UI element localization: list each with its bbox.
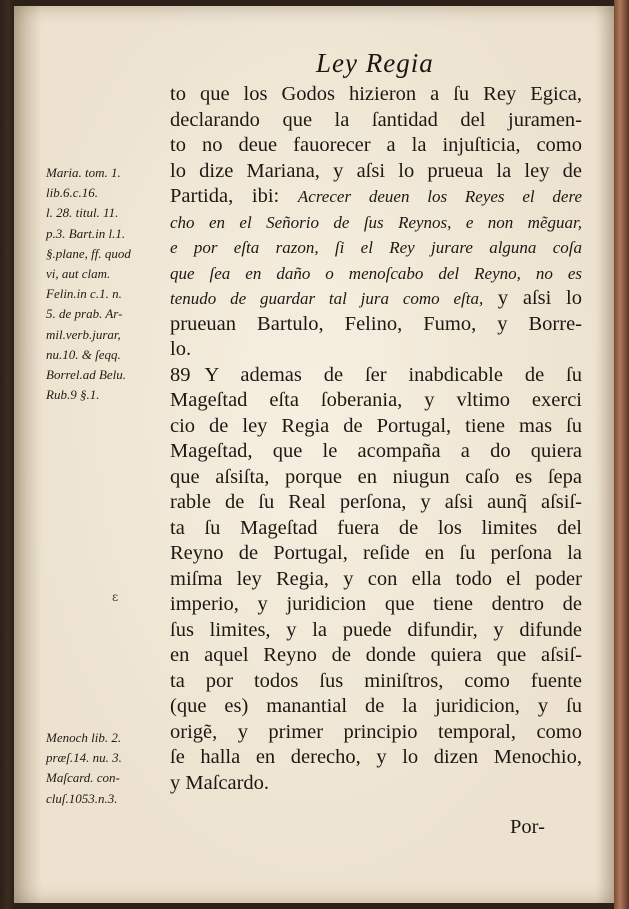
text-segment: declarando que la ſantidad del juramen- [170, 108, 582, 131]
margin-note-line: mil.verb.jurar, [46, 326, 121, 342]
margin-note-line: Rub.9 §.1. [46, 387, 100, 403]
book-edge [614, 0, 629, 909]
text-segment: rable de ſu Real perſona, y aſsi aunq̃ aſsiſ- [170, 491, 582, 513]
text-line [170, 567, 582, 593]
text-line [170, 516, 582, 542]
text-segment: (que es) manantial de la juridicion, y ſu [170, 695, 582, 717]
text-segment: ta por todos ſus miniſtros, como fuente [170, 669, 582, 692]
margin-note-citations-2 [46, 728, 174, 809]
text-segment: cio de ley Regia de Portugal, tiene mas ſu [170, 414, 582, 437]
text-segment: Partida, ibi: [170, 185, 298, 207]
text-segment: Y ademas de ſer inabdicable de ſu [204, 363, 582, 386]
text-segment: en aquel Reyno de donde quiera que aſsiſ- [170, 644, 582, 666]
text-line [170, 388, 582, 414]
text-segment: ſe halla en derecho, y lo dizen Menochio, [170, 746, 582, 768]
margin-note-line: Maria. tom. 1. [46, 165, 121, 180]
margin-note-line: §.plane, ff. quod [46, 245, 131, 261]
text-segment: ta ſu Mageſtad fuera de los limites del [170, 516, 582, 539]
text-segment: origẽ, y primer principio temporal, como [170, 720, 582, 743]
text-line [170, 490, 582, 516]
text-line [170, 541, 582, 567]
text-line [170, 312, 582, 338]
text-line [170, 184, 582, 210]
text-line [170, 133, 582, 159]
text-line [170, 363, 582, 389]
text-line [170, 669, 582, 695]
text-line [170, 745, 582, 771]
text-segment: miſma ley Regia, y con ella todo el poder [170, 567, 582, 590]
text-line [170, 720, 582, 746]
text-segment: cho en el Señorio de ſus Reynos, e non mẽguar, [170, 212, 582, 232]
margin-note-line: Felin.in c.1. n. [46, 286, 122, 302]
text-segment: imperio, y juridicion que tiene dentro de [170, 593, 582, 615]
text-line [170, 108, 582, 134]
text-line [170, 618, 582, 644]
text-segment: Mageſtad, que le acompaña a do quiera [170, 440, 582, 462]
margin-note-line: Maſcard. con- [46, 770, 120, 786]
margin-mark: ε [112, 590, 119, 604]
text-segment: lo. [170, 338, 192, 360]
margin-note-line: vi, aut clam. [46, 265, 111, 281]
text-line [170, 210, 582, 236]
margin-note-line: præſ.14. nu. 3. [46, 750, 122, 766]
margin-note-line: nu.10. & ſeqq. [46, 346, 121, 362]
text-segment: lo dize Mariana, y aſsi lo prueua la ley de [170, 159, 582, 182]
margin-note-line: cluſ.1053.n.3. [46, 790, 118, 806]
margin-note-citations-1 [46, 163, 174, 405]
text-segment: tenudo de guardar tal jura como eſta, [170, 289, 484, 308]
text-segment: y aſsi lo [483, 287, 583, 309]
text-line [170, 261, 582, 287]
margin-note-line: lib.6.c.16. [46, 185, 98, 201]
text-segment: Reyno de Portugal, reſide en ſu perſona la [170, 542, 582, 564]
text-segment: que aſsiſta, porque en niugun caſo es ſepa [170, 465, 582, 488]
text-segment: y Maſcardo. [170, 771, 270, 794]
paragraph-number: 89 [170, 363, 191, 386]
running-head: Ley Regia [316, 48, 434, 78]
text-line [170, 337, 582, 363]
text-segment: prueuan Bartulo, Felino, Fumo, y Borre- [170, 312, 582, 335]
text-segment: Mageſtad eſta ſoberania, y vltimo exerci [170, 389, 582, 411]
text-line [170, 235, 582, 261]
text-line [170, 82, 582, 108]
margin-note-line: Borrel.ad Belu. [46, 366, 127, 382]
text-line [170, 465, 582, 491]
text-segment: to que los Godos hizieron a ſu Rey Egica, [170, 83, 582, 105]
text-line [170, 694, 582, 720]
text-line [170, 643, 582, 669]
text-line [170, 414, 582, 440]
text-segment: que ſea en daño o menoſcabo del Reyno, no es [170, 263, 582, 283]
text-segment: ſus limites, y la puede difundir, y difunde [170, 618, 582, 641]
text-segment: Acrecer deuen los Reyes el dere [297, 187, 582, 206]
text-line [170, 286, 582, 312]
margin-note-line: Menoch lib. 2. [46, 730, 122, 745]
text-line [170, 159, 582, 185]
catchword: Por- [510, 816, 545, 838]
text-line [170, 771, 582, 797]
text-line [170, 439, 582, 465]
text-segment: to no deue fauorecer a la injuſticia, como [170, 134, 582, 156]
main-text-block [170, 82, 582, 796]
margin-note-line: l. 28. titul. 11. [46, 205, 119, 221]
text-segment: e por eſta razon, ſi el Rey jurare alguna coſa [170, 238, 582, 257]
margin-note-line: 5. de prab. Ar- [46, 306, 123, 322]
text-line [170, 592, 582, 618]
margin-note-line: p.3. Bart.in l.1. [46, 225, 126, 241]
